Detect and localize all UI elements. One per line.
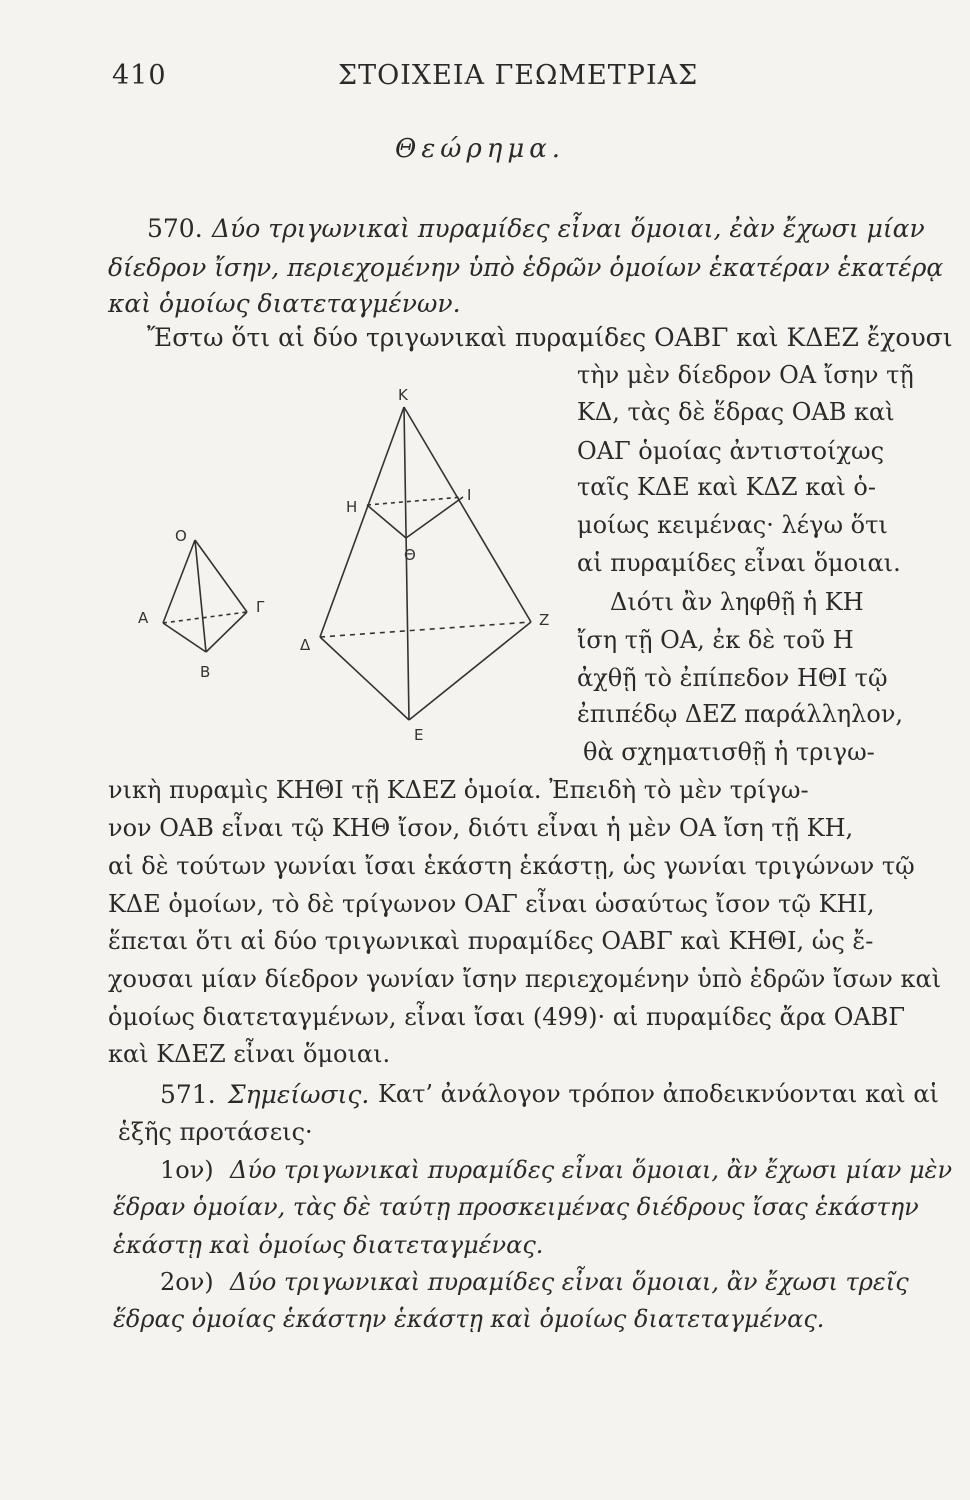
proof-line: ΚΔ, τὰς δὲ ἕδρας ΟΑΒ καὶ <box>577 398 895 426</box>
proof-line: ὁμοίως διατεταγμένων, εἶναι ἴσαι (499)· αἱ πυραμίδες ἄρα ΟΑΒΓ <box>108 1003 906 1031</box>
label-g: Γ <box>256 598 265 616</box>
proof-line: ΟΑΓ ὁμοίας ἀντιστοίχως <box>577 437 885 465</box>
label-z: Ζ <box>539 611 550 629</box>
section-571-number: 571. <box>160 1080 216 1109</box>
item-2-marker: 2ον) <box>160 1268 214 1296</box>
proof-line: νικὴ πυραμὶς ΚΗΘΙ τῇ ΚΔΕΖ ὁμοία. Ἐπειδὴ τὸ μὲν τρίγω- <box>108 776 809 804</box>
label-e: Ε <box>414 726 424 744</box>
label-o: Ο <box>175 527 187 545</box>
page-number: 410 <box>112 60 167 91</box>
item-2-line: Δύο τριγωνικαὶ πυραμίδες εἶναι ὅμοιαι, ἂν ἔχωσι τρεῖς <box>230 1268 909 1296</box>
pyramids-figure <box>130 380 570 750</box>
label-b: Β <box>200 663 211 681</box>
proof-line: αἱ πυραμίδες εἶναι ὅμοιαι. <box>577 549 901 577</box>
proof-line: χουσαι μίαν δίεδρον γωνίαν ἴσην περιεχομένην ὑπὸ ἑδρῶν ἴσων καὶ <box>108 965 942 993</box>
proof-line: ταῖς ΚΔΕ καὶ ΚΔΖ καὶ ὁ- <box>577 473 876 501</box>
proof-line: Ἔστω ὅτι αἱ δύο τριγωνικαὶ πυραμίδες ΟΑΒΓ καὶ ΚΔΕΖ ἔχουσι <box>147 323 953 352</box>
item-1-line: ἑκάστῃ καὶ ὁμοίως διατεταγμένας. <box>113 1231 544 1259</box>
proof-line: ΚΔΕ ὁμοίων, τὸ δὲ τρίγωνον ΟΑΓ εἶναι ὡσαύτως ἴσον τῷ ΚΗΙ, <box>108 890 875 918</box>
label-h: Η <box>346 498 358 516</box>
proof-line: Διότι ἂν ληφθῇ ἡ ΚΗ <box>610 588 864 616</box>
item-1-marker: 1ον) <box>160 1156 214 1184</box>
proof-line: θὰ σχηματισθῇ ἡ τριγω- <box>583 738 875 766</box>
statement-line: δίεδρον ἴσην, περιεχομένην ὑπὸ ἑδρῶν ὁμοίων ἑκατέραν ἑκατέρᾳ <box>108 253 944 282</box>
label-th: Θ <box>404 546 416 564</box>
running-title: ΣΤΟΙΧΕΙΑ ΓΕΩΜΕΤΡΙΑΣ <box>338 60 699 91</box>
proof-line: ἴση τῇ ΟΑ, ἐκ δὲ τοῦ Η <box>577 626 854 654</box>
statement-line: καὶ ὁμοίως διατεταγμένων. <box>108 289 461 318</box>
label-i: Ι <box>467 486 472 504</box>
proof-line: ἕπεται ὅτι αἱ δύο τριγωνικαὶ πυραμίδες ΟΑΒΓ καὶ ΚΗΘΙ, ὡς ἔ- <box>108 927 874 955</box>
proof-line: νον ΟΑΒ εἶναι τῷ ΚΗΘ ἴσον, διότι εἶναι ἡ μὲν ΟΑ ἴση τῇ ΚΗ, <box>108 814 854 842</box>
section-571-title: Σημείωσις. <box>228 1080 370 1109</box>
section-571-intro-line: Κατ’ ἀνάλογον τρόπον ἀποδεικνύονται καὶ αἱ <box>378 1080 939 1108</box>
proof-line: καὶ ΚΔΕΖ εἶναι ὅμοιαι. <box>108 1040 391 1068</box>
proof-line: αἱ δὲ τούτων γωνίαι ἴσαι ἑκάστη ἑκάστῃ, ὡς γωνίαι τριγώνων τῷ <box>108 852 915 880</box>
proof-line: τὴν μὲν δίεδρον ΟΑ ἴσην τῇ <box>577 361 914 389</box>
label-a: Α <box>138 609 149 627</box>
statement-line: Δύο τριγωνικαὶ πυραμίδες εἶναι ὅμοιαι, ἐὰν ἔχωσι μίαν <box>212 214 925 243</box>
item-1-line: ἕδραν ὁμοίαν, τὰς δὲ ταύτῃ προσκειμένας διέδρους ἴσας ἑκάστην <box>113 1193 919 1221</box>
section-571-intro-line: ἑξῆς προτάσεις· <box>118 1118 313 1146</box>
item-1-line: Δύο τριγωνικαὶ πυραμίδες εἶναι ὅμοιαι, ἂν ἔχωσι μίαν μὲν <box>230 1156 953 1184</box>
proof-line: μοίως κειμένας· λέγω ὅτι <box>577 511 888 539</box>
label-k: Κ <box>398 386 408 404</box>
proof-line: ἀχθῇ τὸ ἐπίπεδον ΗΘΙ τῷ <box>577 664 888 692</box>
item-2-line: ἕδρας ὁμοίας ἑκάστην ἑκάστῃ καὶ ὁμοίως διατεταγμένας. <box>113 1305 825 1333</box>
section-570-number: 570. <box>147 214 203 243</box>
label-d: Δ <box>300 636 311 654</box>
proof-line: ἐπιπέδῳ ΔΕΖ παράλληλον, <box>577 700 904 728</box>
theorem-heading: Θεώρημα. <box>395 134 566 164</box>
